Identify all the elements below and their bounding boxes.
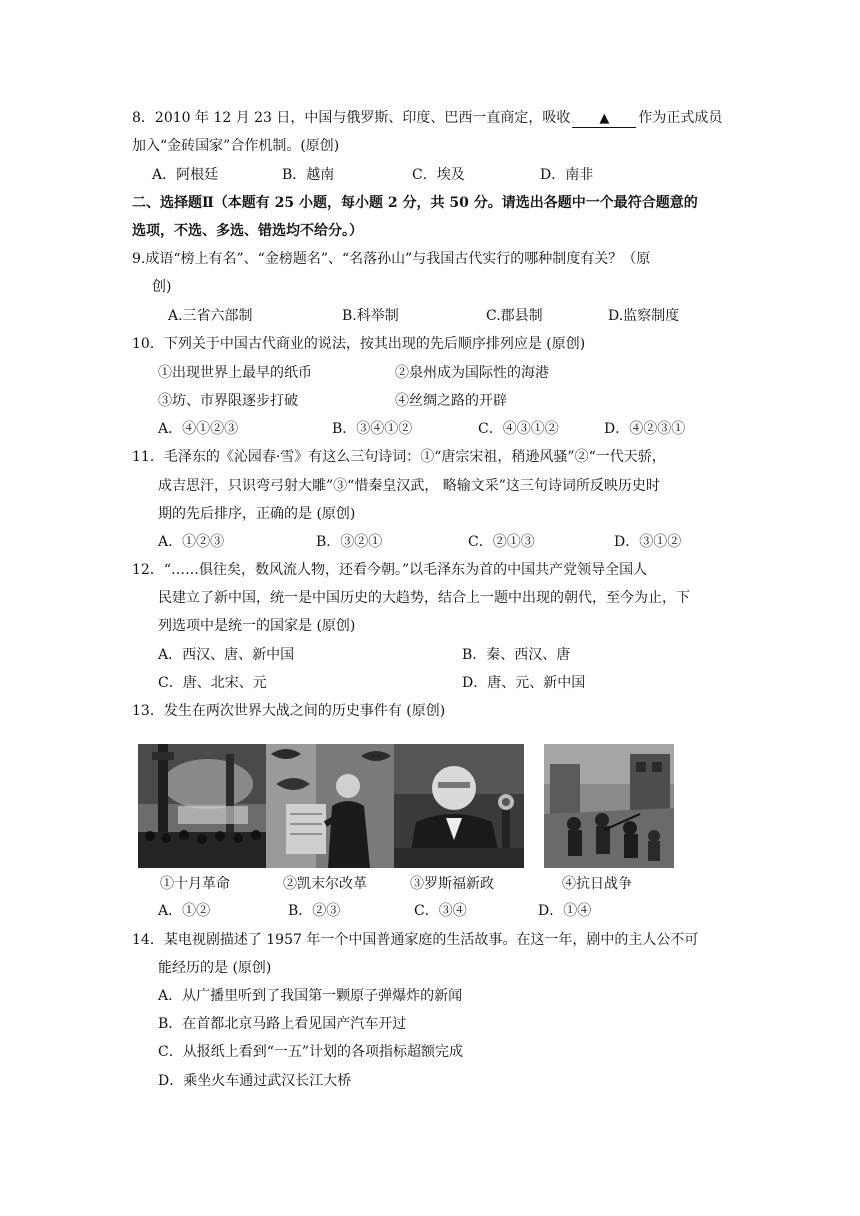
q12-option-a: A．西汉、唐、新中国 — [158, 647, 295, 663]
q11-stem-line3: 期的先后排序，正确的是 (原创) — [158, 506, 356, 522]
q14-stem-line2: 能经历的是 (原创) — [158, 960, 272, 976]
q10-option-d: D．④②③① — [604, 421, 686, 437]
q12-stem-line3: 列选项中是统一的国家是 (原创) — [158, 618, 356, 634]
q8-option-a: A．阿根廷 — [152, 167, 219, 183]
q8-stem-text: 8．2010 年 12 月 23 日，中国与俄罗斯、印度、巴西一直商定，吸收 — [132, 110, 571, 126]
q9-option-c: C.郡县制 — [486, 308, 543, 324]
q10-option-b: B．③④①② — [332, 421, 413, 437]
q13-option-c: C．③④ — [414, 903, 467, 919]
q12-option-d: D．唐、元、新中国 — [462, 675, 586, 691]
q11-option-a: A．①②③ — [158, 534, 225, 550]
q13-option-a: A．①② — [158, 903, 211, 919]
q9-stem-line2: 创) — [152, 279, 172, 295]
q10-item-3: ③坊、市界限逐步打破 — [158, 393, 298, 409]
q8-option-d: D．南非 — [540, 167, 594, 183]
q8-stem-line1 — [132, 108, 722, 128]
q11-option-d: D．③①② — [614, 534, 682, 550]
q11-option-b: B．③②① — [316, 534, 383, 550]
q12-stem-line2: 民建立了新中国，统一是中国历史的大趋势，结合上一题中出现的朝代，至今为止，下 — [158, 590, 690, 606]
q8-option-b: B．越南 — [282, 167, 335, 183]
triangle-mark: ▲ — [599, 111, 610, 126]
q9-option-b: B.科举制 — [342, 308, 399, 324]
q14-option-d: D．乘坐火车通过武汉长江大桥 — [158, 1073, 352, 1089]
q9-option-d: D.监察制度 — [608, 308, 680, 324]
photo-anti-japanese-war — [544, 744, 674, 868]
q13-caption-2: ②凯末尔改革 — [283, 876, 367, 892]
q11-stem-line2: 成吉思汗，只识弯弓射大雕”③“惜秦皇汉武， 略输文采”这三句诗词所反映历史时 — [158, 478, 660, 494]
q14-stem-line1: 14．某电视剧描述了 1957 年一个中国普通家庭的生活故事。在这一年，剧中的主人公不可 — [132, 932, 699, 948]
q14-option-b: B．在首都北京马路上看见国产汽车开过 — [158, 1016, 407, 1032]
q12-option-c: C．唐、北宋、元 — [158, 675, 267, 691]
q13-option-d: D．①④ — [538, 903, 592, 919]
q11-option-c: C．②①③ — [468, 534, 535, 550]
q8-option-c: C．埃及 — [412, 167, 465, 183]
q11-stem-line1: 11．毛泽东的《沁园春·雪》有这么三句诗词：①“唐宗宋祖，稍逊风骚”②“一代天骄， — [132, 449, 666, 465]
section2-heading-line1: 二、选择题Ⅱ（本题有 25 小题，每小题 2 分，共 50 分。请选出各题中一个最符合题意的 — [132, 195, 698, 211]
q10-item-1: ①出现世界上最早的纸币 — [158, 365, 312, 381]
q10-stem: 10．下列关于中国古代商业的说法，按其出现的先后顺序排列应是 (原创) — [132, 336, 586, 352]
q14-option-a: A．从广播里听到了我国第一颗原子弹爆炸的新闻 — [158, 988, 463, 1004]
q13-stem: 13．发生在两次世界大战之间的历史事件有 (原创) — [132, 703, 446, 719]
q8-stem-text-end: 作为正式成员 — [638, 110, 723, 126]
photo-october-revolution — [138, 744, 268, 868]
q13-caption-3: ③罗斯福新政 — [410, 876, 494, 892]
photo-roosevelt-new-deal — [394, 744, 524, 868]
q14-option-c: C．从报纸上看到“一五”计划的各项指标超额完成 — [158, 1044, 464, 1060]
answer-blank — [572, 111, 636, 128]
q10-option-c: C．④③①② — [478, 421, 559, 437]
section2-heading-line2: 选项，不选、多选、错选均不给分。） — [132, 223, 363, 239]
q10-item-4: ④丝绸之路的开辟 — [395, 393, 507, 409]
q13-caption-1: ①十月革命 — [160, 876, 230, 892]
q9-stem-line1: 9.成语“榜上有名”、“金榜题名”、“名落孙山”与我国古代实行的哪种制度有关？（原 — [132, 251, 651, 267]
q9-option-a: A.三省六部制 — [168, 308, 253, 324]
q10-option-a: A．④①②③ — [158, 421, 239, 437]
photo-kemal-reform — [266, 744, 396, 868]
q13-caption-4: ④抗日战争 — [562, 876, 632, 892]
q8-stem-line2: 加入“金砖国家”合作机制。(原创) — [132, 138, 340, 154]
q12-stem-line1: 12．“……俱往矣，数风流人物，还看今朝。”以毛泽东为首的中国共产党领导全国人 — [132, 562, 648, 578]
q10-item-2: ②泉州成为国际性的海港 — [395, 365, 549, 381]
q12-option-b: B．秦、西汉、唐 — [462, 647, 571, 663]
q13-option-b: B．②③ — [288, 903, 341, 919]
